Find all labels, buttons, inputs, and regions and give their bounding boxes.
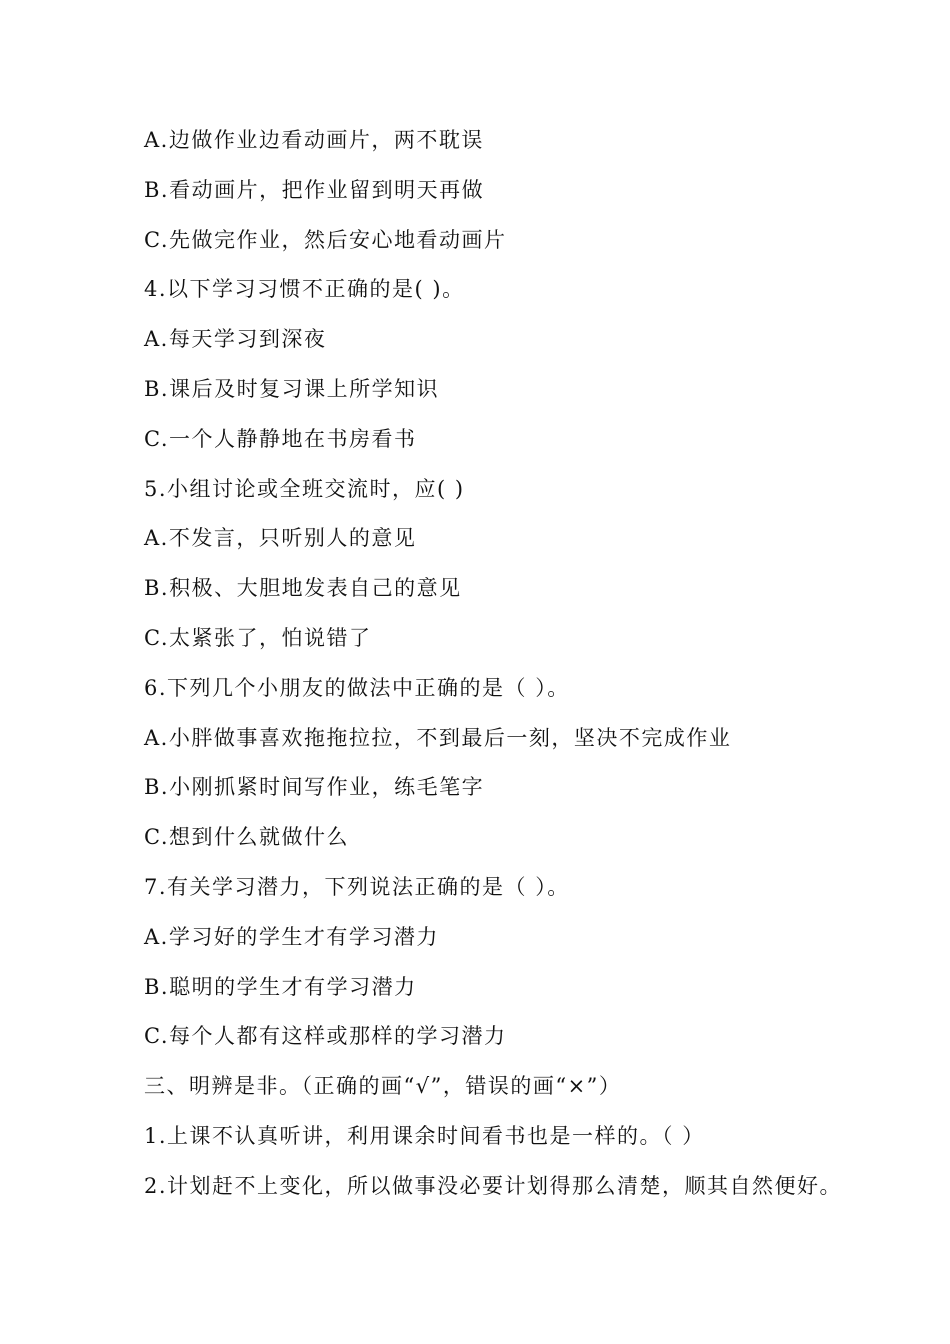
option-line: B.积极、大胆地发表自己的意见 — [144, 576, 462, 601]
question-line: 1.上课不认真听讲，利用课余时间看书也是一样的。（ ） — [144, 1123, 705, 1148]
option-line: B.小刚抓紧时间写作业，练毛笔字 — [144, 775, 485, 800]
option-line: A.每天学习到深夜 — [144, 327, 327, 352]
option-line: B.课后及时复习课上所学知识 — [144, 376, 440, 401]
question-line: 7.有关学习潜力，下列说法正确的是（ ）。 — [144, 874, 570, 899]
option-line: C.一个人静静地在书房看书 — [144, 426, 417, 451]
option-line: C.先做完作业，然后安心地看动画片 — [144, 227, 507, 252]
question-list — [144, 122, 864, 1218]
question-line: 2.计划赶不上变化，所以做事没必要计划得那么清楚，顺其自然便好。 — [144, 1173, 843, 1198]
option-line: A.小胖做事喜欢拖拖拉拉，不到最后一刻，坚决不完成作业 — [144, 725, 732, 750]
option-line: B.聪明的学生才有学习潜力 — [144, 974, 417, 999]
option-line: C.每个人都有这样或那样的学习潜力 — [144, 1024, 507, 1049]
question-line: 5.小组讨论或全班交流时，应( ) — [144, 476, 465, 501]
option-line: A.边做作业边看动画片，两不耽误 — [144, 128, 484, 152]
option-line: C.想到什么就做什么 — [144, 825, 349, 850]
option-line: A.不发言，只听别人的意见 — [144, 526, 417, 551]
question-line: 6.下列几个小朋友的做法中正确的是（ ）。 — [144, 675, 570, 700]
option-line: B.看动画片，把作业留到明天再做 — [144, 177, 485, 202]
option-line: A.学习好的学生才有学习潜力 — [144, 924, 439, 949]
option-line: C.太紧张了，怕说错了 — [144, 625, 372, 650]
question-line: 4.以下学习习惯不正确的是( )。 — [144, 277, 465, 302]
section-heading: 三、明辨是非。（正确的画“√”，错误的画“×”） — [144, 1074, 622, 1099]
